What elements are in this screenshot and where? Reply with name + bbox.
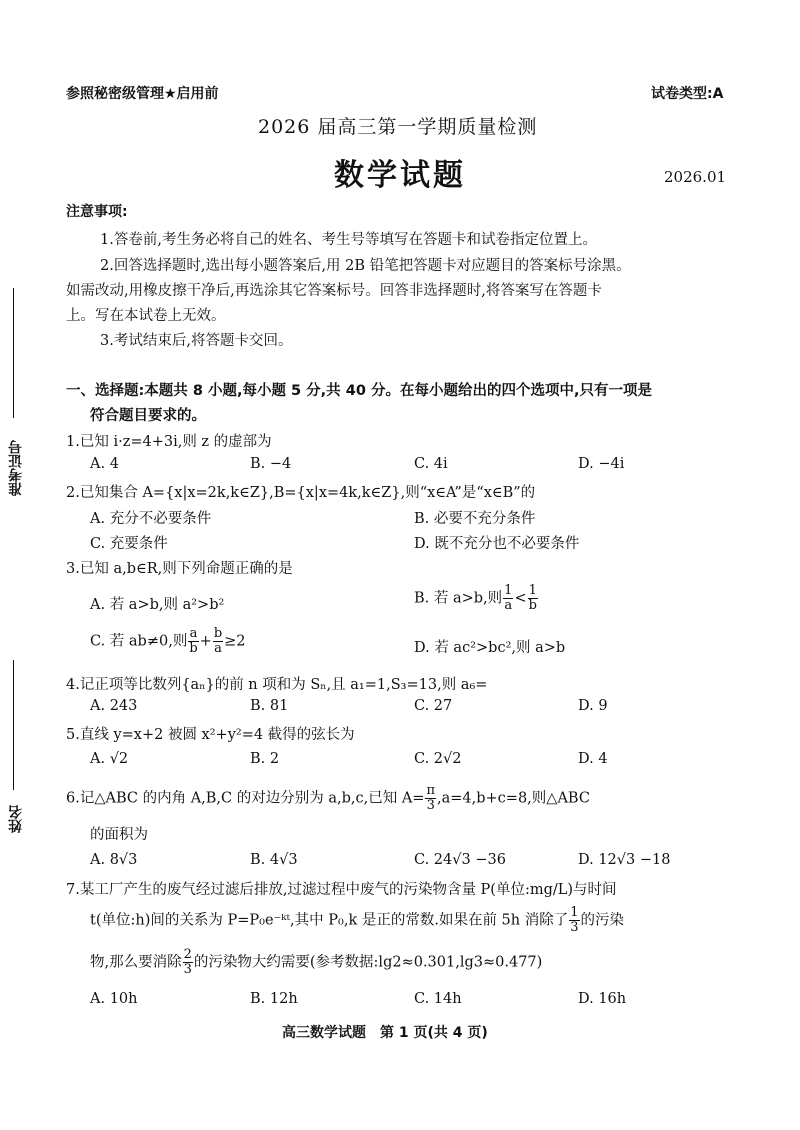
question-7-option-b: B. 12h [250,991,298,1007]
notice-item-2-line-1: 2.回答选择题时,选出每小题答案后,用 2B 铅笔把答题卡对应题目的答案标号涂黑。 [100,258,631,274]
question-2-stem: 2.已知集合 A={x|x=2k,k∈Z},B={x|x=4k,k∈Z},则“x∈A”是“x∈B”的 [66,485,536,501]
question-3-option-c-suffix: ≥2 [224,633,246,650]
name-field [6,805,26,837]
confidential-label: 参照秘密级管理★启用前 [66,86,219,102]
question-5-stem: 5.直线 y=x+2 被圆 x²+y²=4 截得的弦长为 [66,727,355,743]
question-2-option-c: C. 充要条件 [90,536,168,552]
question-1-stem: 1.已知 i·z=4+3i,则 z 的虚部为 [66,434,272,450]
question-3-option-b-prefix: B. 若 a>b,则 [414,590,503,607]
section-heading-line-1: 一、选择题:本题共 8 小题,每小题 5 分,共 40 分。在每小题给出的四个选项中,只有一项是 [66,383,652,399]
question-7-option-d: D. 16h [578,991,627,1007]
fraction-two-thirds [183,948,193,977]
question-3-stem: 3.已知 a,b∈R,则下列命题正确的是 [66,561,293,577]
fraction-numerator: a [189,626,198,641]
fraction-denominator: a [504,598,513,613]
fraction-one-third [569,906,579,935]
notice-item-3: 3.考试结束后,将答题卡交回。 [100,333,293,349]
fraction-a-over-b [188,627,198,656]
question-6-option-d: D. 12√3 −18 [578,852,671,868]
question-7-line-3-suffix: 的污染物大约需要(参考数据:lg2≈0.301,lg3≈0.477) [193,954,543,971]
fraction-numerator: 2 [183,947,192,962]
fraction-one-over-a [503,584,513,613]
paper-type-label: 试卷类型:A [651,86,724,102]
question-1-option-b: B. −4 [250,456,292,472]
question-2-option-d: D. 既不充分也不必要条件 [414,536,580,552]
question-7-line-3-prefix: 物,那么要消除 [90,954,182,971]
fraction-numerator: π [426,783,436,798]
less-than-sign: < [514,590,527,607]
question-6-option-c: C. 24√3 −36 [414,852,506,868]
exam-id-field [6,440,26,500]
fraction-denominator: 3 [426,798,435,813]
question-7-option-a: A. 10h [90,991,138,1007]
plus-sign: + [199,633,212,650]
question-5-option-a: A. √2 [90,751,129,767]
question-7-line-1: 7.某工厂产生的废气经过滤后排放,过滤过程中废气的污染物含量 P(单位:mg/L)与时间 [66,882,617,898]
name-line [13,660,14,790]
question-3-option-a: A. 若 a>b,则 a²>b² [90,597,225,613]
question-6-stem-prefix: 6.记△ABC 的内角 A,B,C 的对边分别为 a,b,c,已知 A= [66,790,425,807]
page-footer: 高三数学试题 第 1 页(共 4 页) [282,1025,488,1041]
question-2-option-a: A. 充分不必要条件 [90,511,212,527]
question-6-stem [66,784,590,813]
question-7-option-c: C. 14h [414,991,462,1007]
exam-id-line [13,288,14,418]
question-6-stem-line-2: 的面积为 [90,827,148,843]
section-heading-line-2: 符合题目要求的。 [90,408,206,424]
question-4-option-b: B. 81 [250,698,289,714]
question-5-option-b: B. 2 [250,751,280,767]
exam-id-label: 准考证号 [8,440,24,496]
question-6-option-a: A. 8√3 [90,852,138,868]
question-7-line-3 [90,948,542,977]
question-1-option-c: C. 4i [414,456,448,472]
question-5-option-c: C. 2√2 [414,751,462,767]
exam-subtitle: 2026 届高三第一学期质量检测 [258,116,538,138]
question-2-option-b: B. 必要不充分条件 [414,511,536,527]
fraction-numerator: 1 [528,583,537,598]
fraction-denominator: a [214,641,222,656]
question-7-line-2-prefix: t(单位:h)间的关系为 P=P₀e⁻ᵏᵗ,其中 P₀,k 是正的常数.如果在前 5h 消除了 [90,912,569,929]
notice-heading: 注意事项: [66,204,128,220]
fraction-denominator: b [528,598,537,613]
question-4-option-c: C. 27 [414,698,453,714]
notice-item-2-line-2: 如需改动,用橡皮擦干净后,再选涂其它答案标号。回答非选择题时,将答案写在答题卡 [66,283,602,299]
question-3-option-c-prefix: C. 若 ab≠0,则 [90,633,188,650]
fraction-denominator: b [189,641,198,656]
question-4-option-a: A. 243 [90,698,138,714]
question-6-option-b: B. 4√3 [250,852,298,868]
question-4-option-d: D. 9 [578,698,608,714]
fraction-numerator: 1 [504,583,513,598]
notice-item-2-line-3: 上。写在本试卷上无效。 [66,308,226,324]
question-7-line-2 [90,906,624,935]
question-3-option-c [90,627,246,656]
question-3-option-b [414,584,539,613]
fraction-b-over-a [213,627,223,656]
question-7-line-2-suffix: 的污染 [580,912,625,929]
fraction-numerator: 1 [570,905,579,920]
question-5-option-d: D. 4 [578,751,608,767]
question-1-option-a: A. 4 [90,456,119,472]
fraction-denominator: 3 [183,962,192,977]
fraction-one-over-b [528,584,538,613]
question-4-stem: 4.记正项等比数列{aₙ}的前 n 项和为 Sₙ,且 a₁=1,S₃=13,则 a₆= [66,677,488,693]
fraction-denominator: 3 [570,920,579,935]
page-title: 数学试题 [334,158,466,193]
exam-date: 2026.01 [664,168,727,186]
notice-item-1: 1.答卷前,考生务必将自己的姓名、考生号等填写在答题卡和试卷指定位置上。 [100,232,597,248]
fraction-numerator: b [213,626,223,641]
question-3-option-d: D. 若 ac²>bc²,则 a>b [414,640,566,656]
fraction-pi-over-3 [425,784,436,813]
question-6-stem-suffix: ,a=4,b+c=8,则△ABC [437,790,590,807]
question-1-option-d: D. −4i [578,456,625,472]
name-label: 姓名 [8,805,24,833]
